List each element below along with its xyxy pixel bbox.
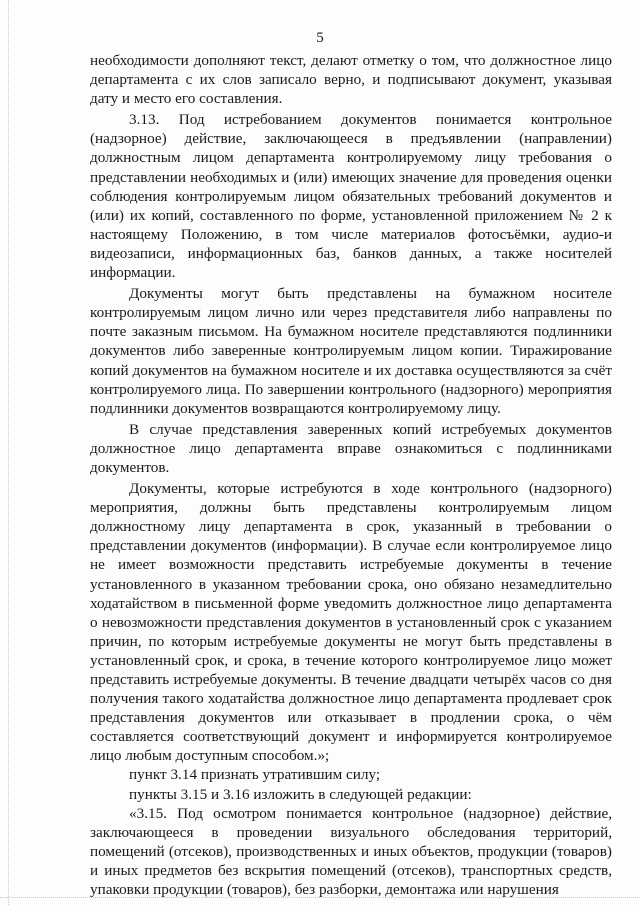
paragraph-3-13: 3.13. Под истребованием документов понимается контрольное (надзорное) действие, заключающееся в предъявлении (направлении) должностным лицом департамента контролируемому лицу требования о представлении необходимых и (или) имеющих значение для проведения оценки соблюдения контролируемым лицом обязательных требований документов и (или) их копий, составленного по форме, установленной приложением № 2 к настоящему Положению, в том числе материалов фотосъёмки, аудио-и видеозаписи, информационных баз, банков данных, а также носителей информации.	[90, 111, 612, 282]
paragraph-continuation: необходимости дополняют текст, делают отметку о том, что должностное лицо департамента с их слов записало верно, и подписывают документ, указывая дату и место его составления.	[90, 52, 612, 108]
paragraph-3-15-3-16-intro: пункты 3.15 и 3.16 изложить в следующей редакции:	[129, 785, 472, 803]
paragraph-3-15: «3.15. Под осмотром понимается контрольное (надзорное) действие, заключающееся в проведении визуального обследования территорий, помещений (отсеков), производственных и иных объектов, продукции (товаров) и иных предметов без вскрытия помещений (отсеков), транспортных средств, упаковки продукции (товаров), без разборки, демонтажа или нарушения	[90, 804, 612, 899]
document-body	[90, 51, 612, 899]
paragraph-requested-documents: Документы, которые истребуются в ходе контрольного (надзорного) мероприятия, должны быть представлены контролируемым лицом должностному лицу департамента в срок, указанный в требовании о представлении документов (информации). В случае если контролируемое лицо не имеет возможности представить истребуемые документы в течение установленного в указанном требовании срока, оно обязано незамедлительно ходатайством в письменной форме уведомить должностное лицо департамента о невозможности представления документов в установленный срок с указанием причин, по которым истребуемые документы не могут быть представлены в установленный срок, и срока, в течение которого контролируемое лицо может представить истребуемые документы. В течение двадцати четырёх часов со дня получения такого ходатайства должностное лицо департамента продлевает срок представления документов или отказывает в продлении срока, о чём составляется соответствующий документ и информируется контролируемое лицо любым доступным способом.»;	[90, 480, 612, 765]
paragraph-certified-copies: В случае представления заверенных копий истребуемых документов должностное лицо департамента вправе ознакомиться с подлинниками документов.	[90, 420, 612, 476]
page-number: 5	[316, 30, 324, 46]
paragraph-3-14-void: пункт 3.14 признать утратившим силу;	[129, 766, 381, 784]
scan-edge-left	[8, 0, 10, 905]
scan-edge-bottom	[0, 897, 640, 899]
paragraph-documents-delivery: Документы могут быть представлены на бумажном носителе контролируемым лицом лично или через представителя либо направлены по почте заказным письмом. На бумажном носителе представляются подлинники документов либо заверенные контролируемым лицом копии. Тиражирование копий документов на бумажном носителе и их доставка осуществляются за счёт контролируемого лица. По завершении контрольного (надзорного) мероприятия подлинники документов возвращаются контролируемому лицу.	[90, 285, 612, 417]
